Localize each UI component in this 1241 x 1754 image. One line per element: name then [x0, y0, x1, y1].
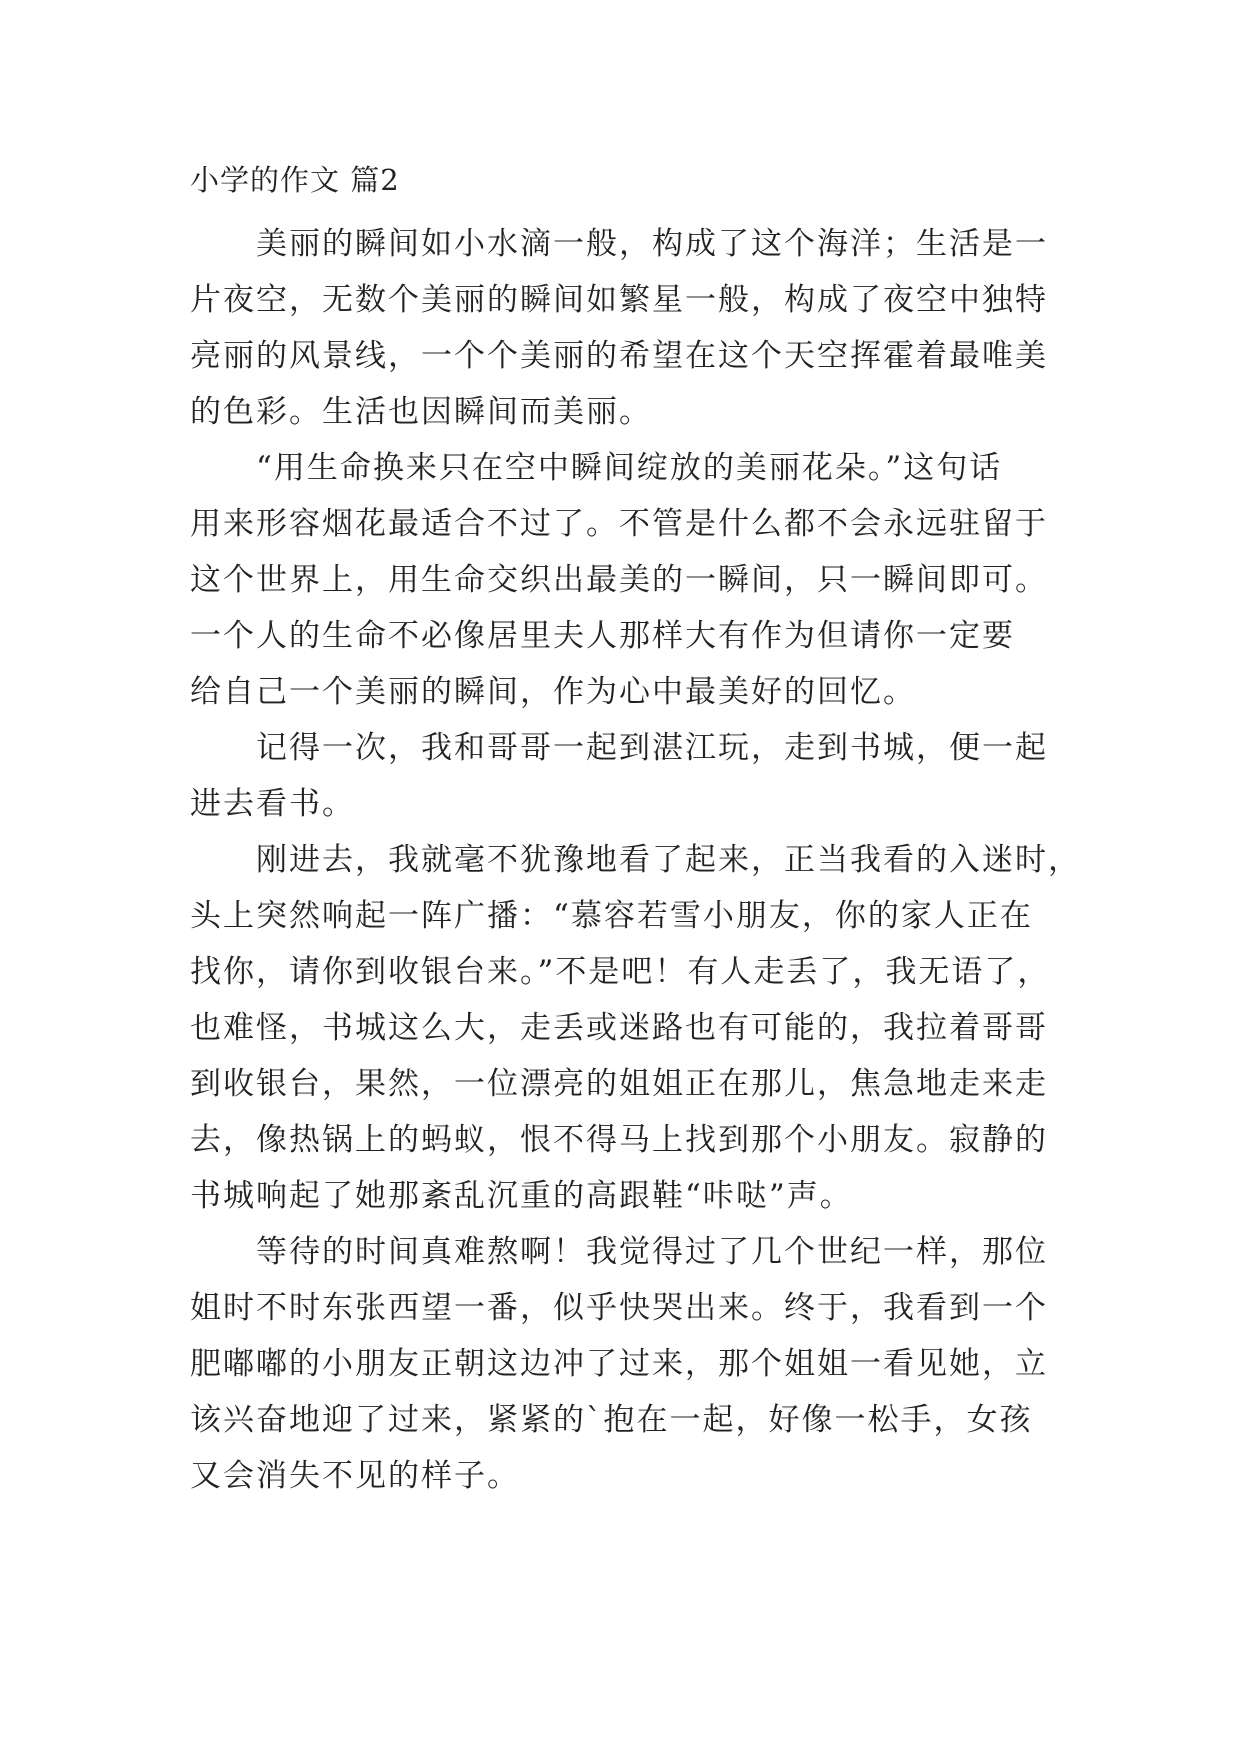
text-line: 记得一次，我和哥哥一起到湛江玩，走到书城，便一起: [256, 730, 1048, 766]
text-line: 肥嘟嘟的小朋友正朝这边冲了过来，那个姐姐一看见她，立: [190, 1346, 1048, 1382]
text-line: 等待的时间真难熬啊！我觉得过了几个世纪一样，那位: [256, 1234, 1048, 1270]
text-line: 书城响起了她那紊乱沉重的高跟鞋“咔哒”声。: [190, 1178, 853, 1214]
text-line: 用来形容烟花最适合不过了。不管是什么都不会永远驻留于: [190, 506, 1048, 542]
text-line: 去，像热锅上的蚂蚁，恨不得马上找到那个小朋友。寂静的: [190, 1122, 1048, 1158]
text-line: 一个人的生命不必像居里夫人那样大有作为但请你一定要: [190, 618, 1015, 654]
text-line: 的色彩。生活也因瞬间而美丽。: [190, 394, 652, 430]
text-line: 到收银台，果然，一位漂亮的姐姐正在那儿，焦急地走来走: [190, 1066, 1048, 1102]
text-line: 这个世界上，用生命交织出最美的一瞬间，只一瞬间即可。: [190, 562, 1048, 598]
text-line: 也难怪，书城这么大，走丢或迷路也有可能的，我拉着哥哥: [190, 1010, 1048, 1046]
text-line: 美丽的瞬间如小水滴一般，构成了这个海洋；生活是一: [256, 226, 1048, 262]
text-line: 姐时不时东张西望一番，似乎快哭出来。终于，我看到一个: [190, 1290, 1048, 1326]
text-line: 亮丽的风景线，一个个美丽的希望在这个天空挥霍着最唯美: [190, 338, 1048, 374]
text-line: 片夜空，无数个美丽的瞬间如繁星一般，构成了夜空中独特: [190, 282, 1048, 318]
text-line: 刚进去，我就毫不犹豫地看了起来，正当我看的入迷时，: [256, 842, 1081, 878]
text-line: 又会消失不见的样子。: [190, 1458, 520, 1494]
text-line: “用生命换来只在空中瞬间绽放的美丽花朵。”这句话: [256, 450, 1003, 486]
text-line: 进去看书。: [190, 786, 355, 822]
text-line: 给自己一个美丽的瞬间，作为心中最美好的回忆。: [190, 674, 916, 710]
text-line: 该兴奋地迎了过来，紧紧的`抱在一起，好像一松手，女孩: [190, 1402, 1033, 1438]
text-line: 头上突然响起一阵广播：“慕容若雪小朋友，你的家人正在: [190, 898, 1033, 934]
page-title: 小学的作文 篇2: [190, 163, 400, 197]
text-line: 找你，请你到收银台来。”不是吧！有人走丢了，我无语了，: [190, 954, 1051, 990]
